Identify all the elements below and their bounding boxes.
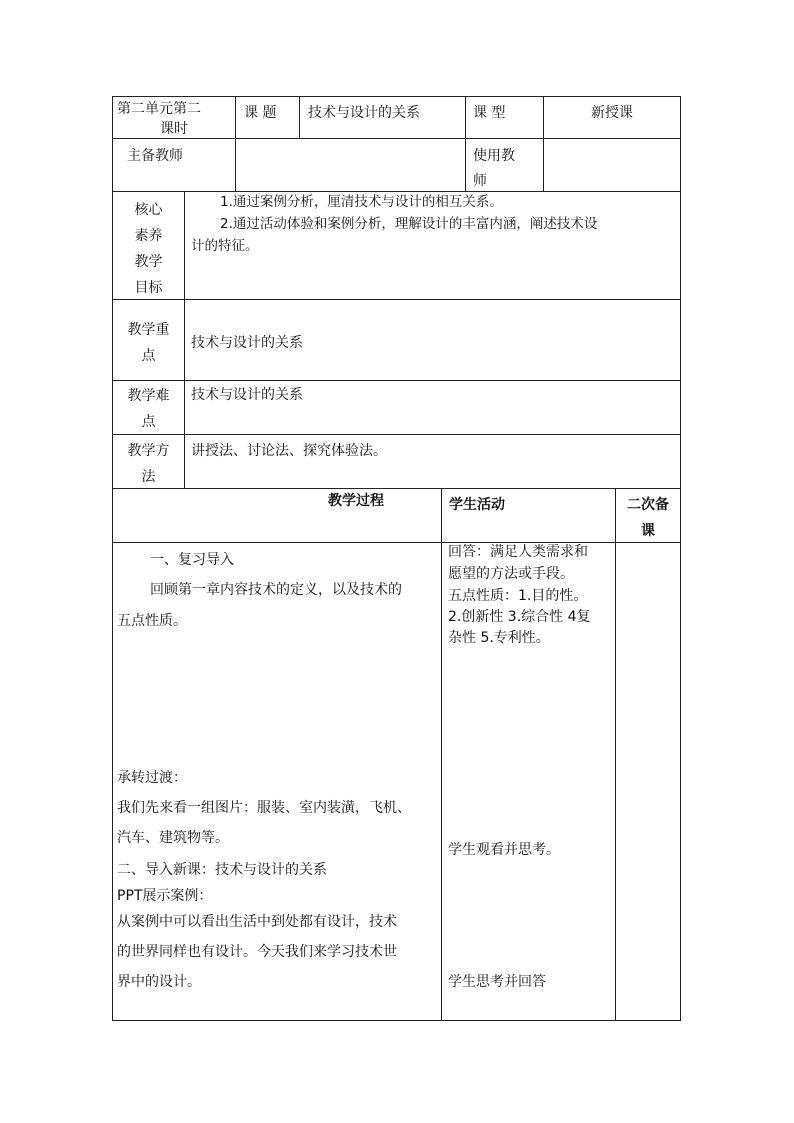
row-divider: [112, 488, 681, 489]
row-divider: [112, 380, 681, 381]
process-text: 承转过渡：: [117, 770, 187, 786]
key-point-value: 技术与设计的关系: [191, 335, 303, 351]
activity-text: 回答：满足人类需求和: [448, 544, 588, 560]
row-divider: [112, 434, 681, 435]
unit-lesson-label: 第二单元第二: [117, 101, 201, 117]
type-value: 新授课: [591, 105, 633, 121]
table-border-right: [680, 96, 681, 1021]
process-text: 五点性质。: [117, 613, 187, 629]
methods-value: 讲授法、讨论法、探究体验法。: [191, 443, 387, 459]
col-divider: [235, 96, 236, 192]
key-point-label-cont: 点: [141, 348, 156, 364]
process-text: 汽车、建筑物等。: [117, 830, 229, 846]
objectives-label-line: 目标: [134, 280, 163, 296]
col-divider: [615, 488, 616, 1021]
activity-header: 学生活动: [449, 497, 505, 513]
objectives-label-line: 教学: [134, 254, 163, 270]
activity-text: 学生观看并思考。: [448, 842, 560, 858]
activity-text: 五点性质：1.目的性。: [448, 588, 588, 604]
methods-label-cont: 法: [141, 469, 156, 485]
objectives-label-line: 素养: [134, 228, 163, 244]
topic-label: 课 题: [244, 105, 277, 121]
difficulty-label: 教学难: [127, 388, 170, 404]
process-header: 教学过程: [328, 493, 384, 509]
row-divider: [112, 299, 681, 300]
row-divider: [112, 542, 681, 543]
process-text: PPT展示案例：: [117, 888, 213, 904]
process-text: 我们先来看一组图片：服装、室内装潢，飞机、: [117, 800, 411, 816]
process-text: 二、导入新课：技术与设计的关系: [117, 862, 327, 878]
objective-1: 1.通过案例分析，厘清技术与设计的相互关系。: [220, 194, 503, 210]
difficulty-label-cont: 点: [141, 414, 156, 430]
use-teacher-label-cont: 师: [473, 173, 487, 189]
key-point-label: 教学重: [127, 322, 170, 338]
use-teacher-label: 使用教: [473, 148, 515, 164]
process-text: 从案例中可以看出生活中到处都有设计，技术: [117, 914, 397, 930]
second-prep-header-cont: 课: [641, 523, 655, 539]
objective-2-cont: 计的特征。: [191, 238, 259, 254]
prep-teacher-label: 主备教师: [127, 148, 183, 164]
difficulty-value: 技术与设计的关系: [191, 387, 303, 403]
activity-text: 愿望的方法或手段。: [448, 566, 574, 582]
activity-text: 学生思考并回答: [448, 974, 546, 990]
table-border-bottom: [112, 1020, 681, 1021]
process-text: 界中的设计。: [117, 974, 201, 990]
activity-text: 杂性 5.专利性。: [448, 630, 550, 646]
process-text: 回顾第一章内容技术的定义，以及技术的: [150, 582, 402, 598]
col-divider: [465, 96, 466, 192]
type-label: 课 型: [473, 105, 506, 121]
col-divider: [441, 488, 442, 1021]
methods-label: 教学方: [127, 443, 170, 459]
activity-text: 2.创新性 3.综合性 4复: [448, 609, 591, 625]
col-divider: [299, 96, 300, 139]
second-prep-header: 二次备: [627, 497, 669, 513]
objective-2: 2.通过活动体验和案例分析，理解设计的丰富内涵，阐述技术设: [220, 216, 598, 232]
col-divider: [184, 191, 185, 489]
topic-value: 技术与设计的关系: [308, 105, 420, 121]
process-text: 一、复习导入: [150, 552, 234, 568]
unit-lesson-label-cont: 课时: [160, 121, 188, 137]
process-text: 的世界同样也有设计。今天我们来学习技术世: [117, 944, 397, 960]
table-border-top: [112, 96, 681, 97]
objectives-label-line: 核心: [134, 202, 163, 218]
